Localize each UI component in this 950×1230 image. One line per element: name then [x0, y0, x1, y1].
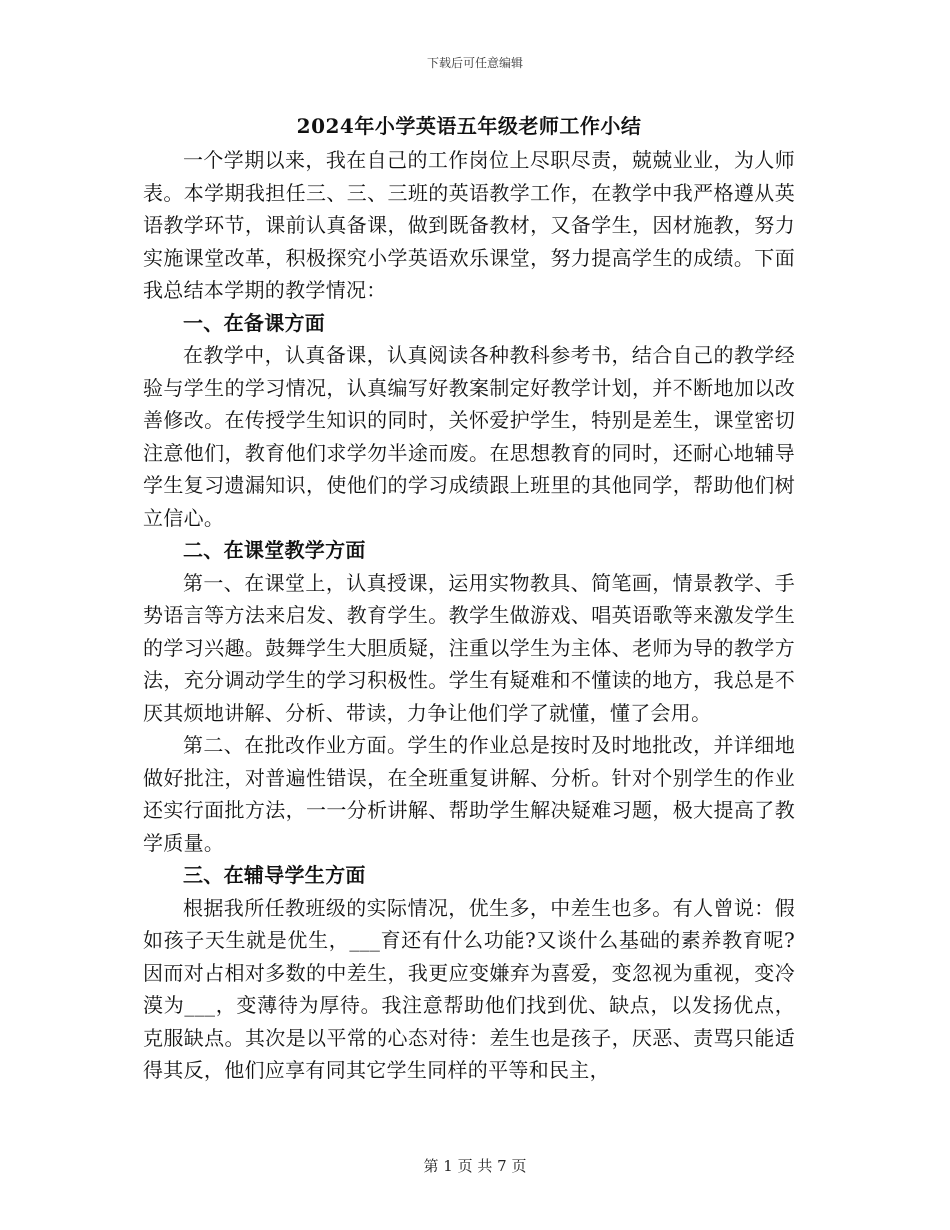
lesson-prep-paragraph: 在教学中，认真备课，认真阅读各种教科参考书，结合自己的教学经验与学生的学习情况，认真编写好教案制定好教学计划，并不断地加以改善修改。在传授学生知识的同时，关怀爱护学生，特别是差生，课堂密切注意他们，教育他们求学勿半途而废。在思想教育的同时，还耐心地辅导学生复习遗漏知识，使他们的学习成绩跟上班里的其他同学，帮助他们树立信心。 [143, 343, 795, 530]
header-note: 下载后可任意编辑 [426, 56, 523, 70]
document-body [143, 108, 795, 1087]
section-heading-lesson-prep: 一、在备课方面 [183, 310, 326, 335]
section-heading-student-tutoring: 三、在辅导学生方面 [183, 863, 366, 887]
student-tutoring-paragraph: 根据我所任教班级的实际情况，优生多，中差生也多。有人曾说：假如孩子天生就是优生，___育还有什么功能?又谈什么基础的素养教育呢?因而对占相对多数的中差生，我更应变嫌弃为喜爱，变忽视为重视，变冷漠为___，变薄待为厚待。我注意帮助他们找到优、缺点，以发扬优点，克服缺点。其次是以平常的心态对待：差生也是孩子，厌恶、责骂只能适得其反，他们应享有同其它学生同样的平等和民主， [143, 895, 795, 1082]
classroom-teaching-paragraph-1: 第一、在课堂上，认真授课，运用实物教具、简笔画，情景教学、手势语言等方法来启发、教育学生。教学生做游戏、唱英语歌等来激发学生的学习兴趣。鼓舞学生大胆质疑，注重以学生为主体、老师为导的教学方法，充分调动学生的学习积极性。学生有疑难和不懂读的地方，我总是不厌其烦地讲解、分析、带读，力争让他们学了就懂，懂了会用。 [143, 570, 795, 725]
classroom-teaching-paragraph-2: 第二、在批改作业方面。学生的作业总是按时及时地批改，并详细地做好批注，对普遍性错误，在全班重复讲解、分析。针对个别学生的作业还实行面批方法，一一分析讲解、帮助学生解决疑难习题，极大提高了教学质量。 [143, 733, 795, 855]
intro-paragraph: 一个学期以来，我在自己的工作岗位上尽职尽责，兢兢业业，为人师表。本学期我担任三、三、三班的英语教学工作，在教学中我严格遵从英语教学环节，课前认真备课，做到既备教材，又备学生，因材施教，努力实施课堂改革，积极探究小学英语欢乐课堂，努力提高学生的成绩。下面我总结本学期的教学情况： [143, 148, 795, 302]
document-title: 2024年小学英语五年级老师工作小结 [296, 114, 642, 138]
section-heading-classroom-teaching: 二、在课堂教学方面 [183, 538, 366, 562]
page-number-footer: 第 1 页 共 7 页 [423, 1157, 527, 1175]
